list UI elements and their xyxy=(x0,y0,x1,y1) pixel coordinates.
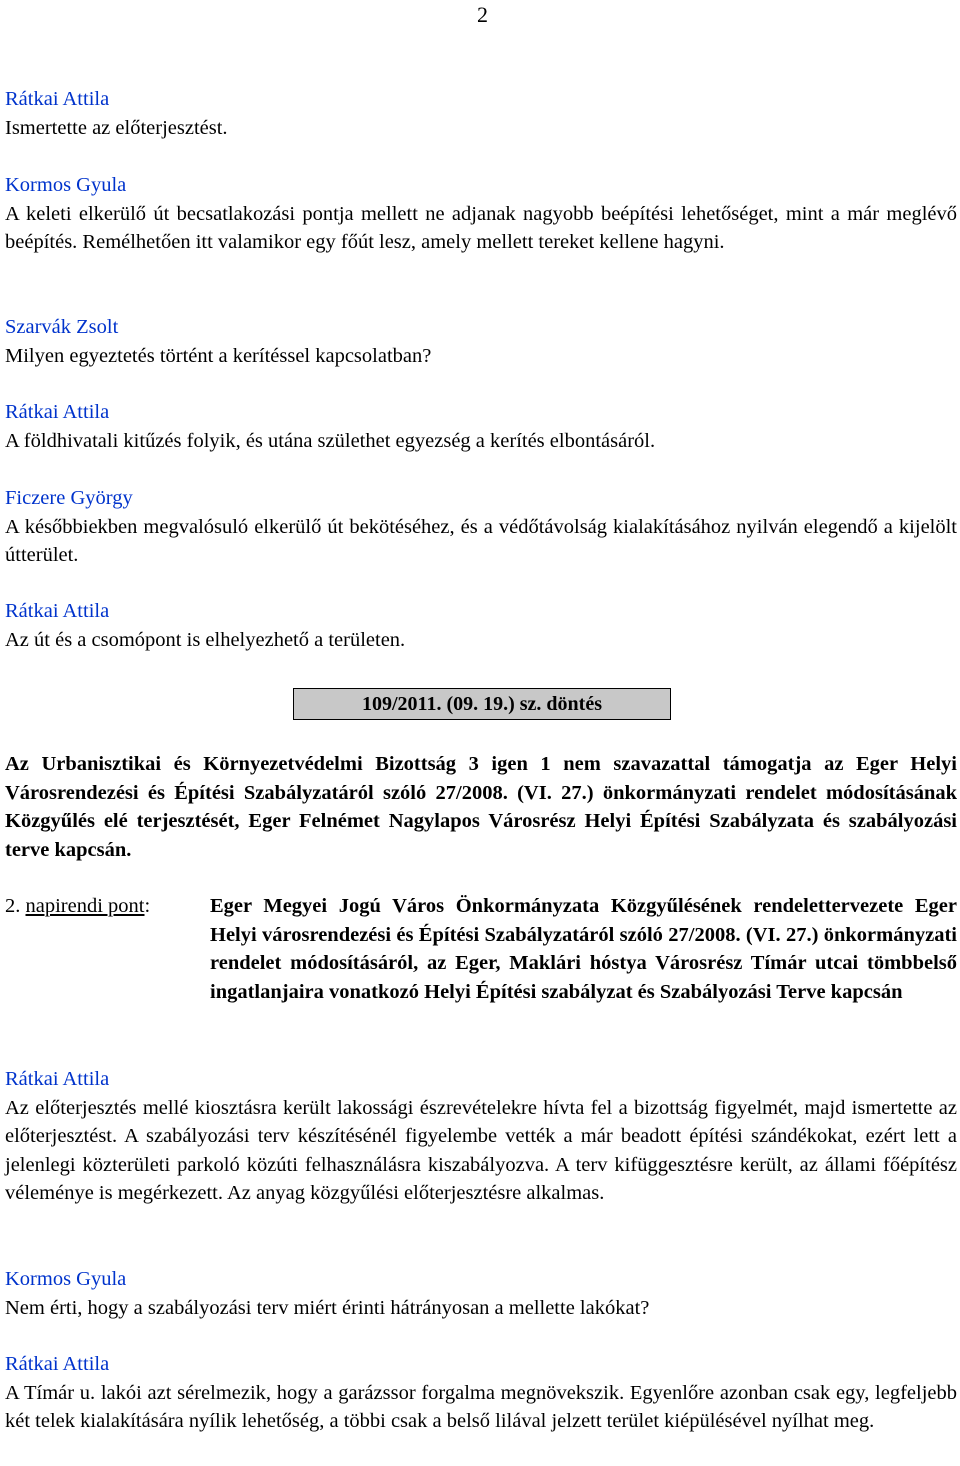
agenda-title: Eger Megyei Jogú Város Önkormányzata Közgyűlésének rendelettervezete Eger Helyi városrendezési és Építési Szabályzatáról szóló 27/2008. (VI. 27.) önkormányzati rendelet módosításáról, az Eger, Maklári hóstya Városrész Tímár utcai tömbbelső ingatlanjaira vonatkozó Helyi Építési szabályzat és Szabályozási Terve kapcsán xyxy=(210,895,957,1003)
speaker-name: Rátkai Attila xyxy=(5,600,110,622)
entry-9 xyxy=(5,1350,957,1436)
speaker-name: Kormos Gyula xyxy=(5,174,127,196)
entry-4 xyxy=(5,398,957,455)
agenda-label-text: napirendi pont xyxy=(25,895,145,917)
entry-2 xyxy=(5,171,957,257)
entry-text: A későbbiekben megvalósuló elkerülő út bekötéséhez, és a védőtávolság kialakításához nyilván elegendő a kijelölt útterület. xyxy=(5,515,957,566)
entry-text: Nem érti, hogy a szabályozási terv miért érinti hátrányosan a mellette lakókat? xyxy=(5,1296,650,1319)
entry-text: Ismertette az előterjesztést. xyxy=(5,116,228,139)
entry-text: A földhivatali kitűzés folyik, és utána születhet egyezség a kerítés elbontásáról. xyxy=(5,429,656,452)
entry-text: Milyen egyeztetés történt a kerítéssel kapcsolatban? xyxy=(5,344,432,367)
speaker-name: Rátkai Attila xyxy=(5,401,110,423)
entry-3 xyxy=(5,313,957,370)
speaker-name: Ficzere György xyxy=(5,487,133,509)
speaker-name: Kormos Gyula xyxy=(5,1268,127,1290)
entry-text: Az út és a csomópont is elhelyezhető a területen. xyxy=(5,628,406,651)
speaker-name: Rátkai Attila xyxy=(5,88,110,110)
entry-text: Az előterjesztés mellé kiosztásra került lakossági észrevételekre hívta fel a bizottság figyelmét, majd ismertette az előterjesztést. A szabályozási terv készítésénél figyelembe vették a már beadott építési szándékokat, ezért lett a jelenlegi közterületi parkoló közúti felhasználásra kiszabályozva. A terv kifüggesztésre került, az állami főépítész véleménye is megérkezett. Az anyag közgyűlési előterjesztésre alkalmas. xyxy=(5,1096,957,1204)
entry-5 xyxy=(5,484,957,570)
decision-title-box: 109/2011. (09. 19.) sz. döntés xyxy=(293,688,671,720)
speaker-name: Rátkai Attila xyxy=(5,1353,110,1375)
speaker-name: Szarvák Zsolt xyxy=(5,316,119,338)
entry-6 xyxy=(5,597,957,654)
page-number: 2 xyxy=(477,2,488,27)
speaker-name: Rátkai Attila xyxy=(5,1068,110,1090)
entry-text: A Tímár u. lakói azt sérelmezik, hogy a garázssor forgalma megnövekszik. Egyenlőre azonban csak egy, legfeljebb két telek kialakítására nyílik lehetőség, a többi csak a belső lilával jelzett terület kiépülésével nyílhat meg. xyxy=(5,1381,957,1432)
decision-text: Az Urbanisztikai és Környezetvédelmi Bizottság 3 igen 1 nem szavazattal támogatja az Eger Helyi Városrendezési és Építési Szabályzatáról szóló 27/2008. (VI. 27.) önkormányzati rendelet módosításának Közgyűlés elé terjesztését, Eger Felnémet Nagylapos Városrész Helyi Építési Szabályzata és szabályozási terve kapcsán. xyxy=(5,753,957,861)
entry-7 xyxy=(5,1065,957,1208)
agenda-number: 2. xyxy=(5,895,21,917)
entry-text: A keleti elkerülő út becsatlakozási pontja mellett ne adjanak nagyobb beépítési lehetőséget, mint a már meglévő beépítés. Remélhetően itt valamikor egy főút lesz, amely mellett tereket kellene hagyni. xyxy=(5,202,957,253)
entry-8 xyxy=(5,1265,957,1322)
agenda-label: 2. napirendi pont: xyxy=(5,895,151,917)
agenda-item xyxy=(5,892,957,1006)
entry-1 xyxy=(5,85,957,142)
